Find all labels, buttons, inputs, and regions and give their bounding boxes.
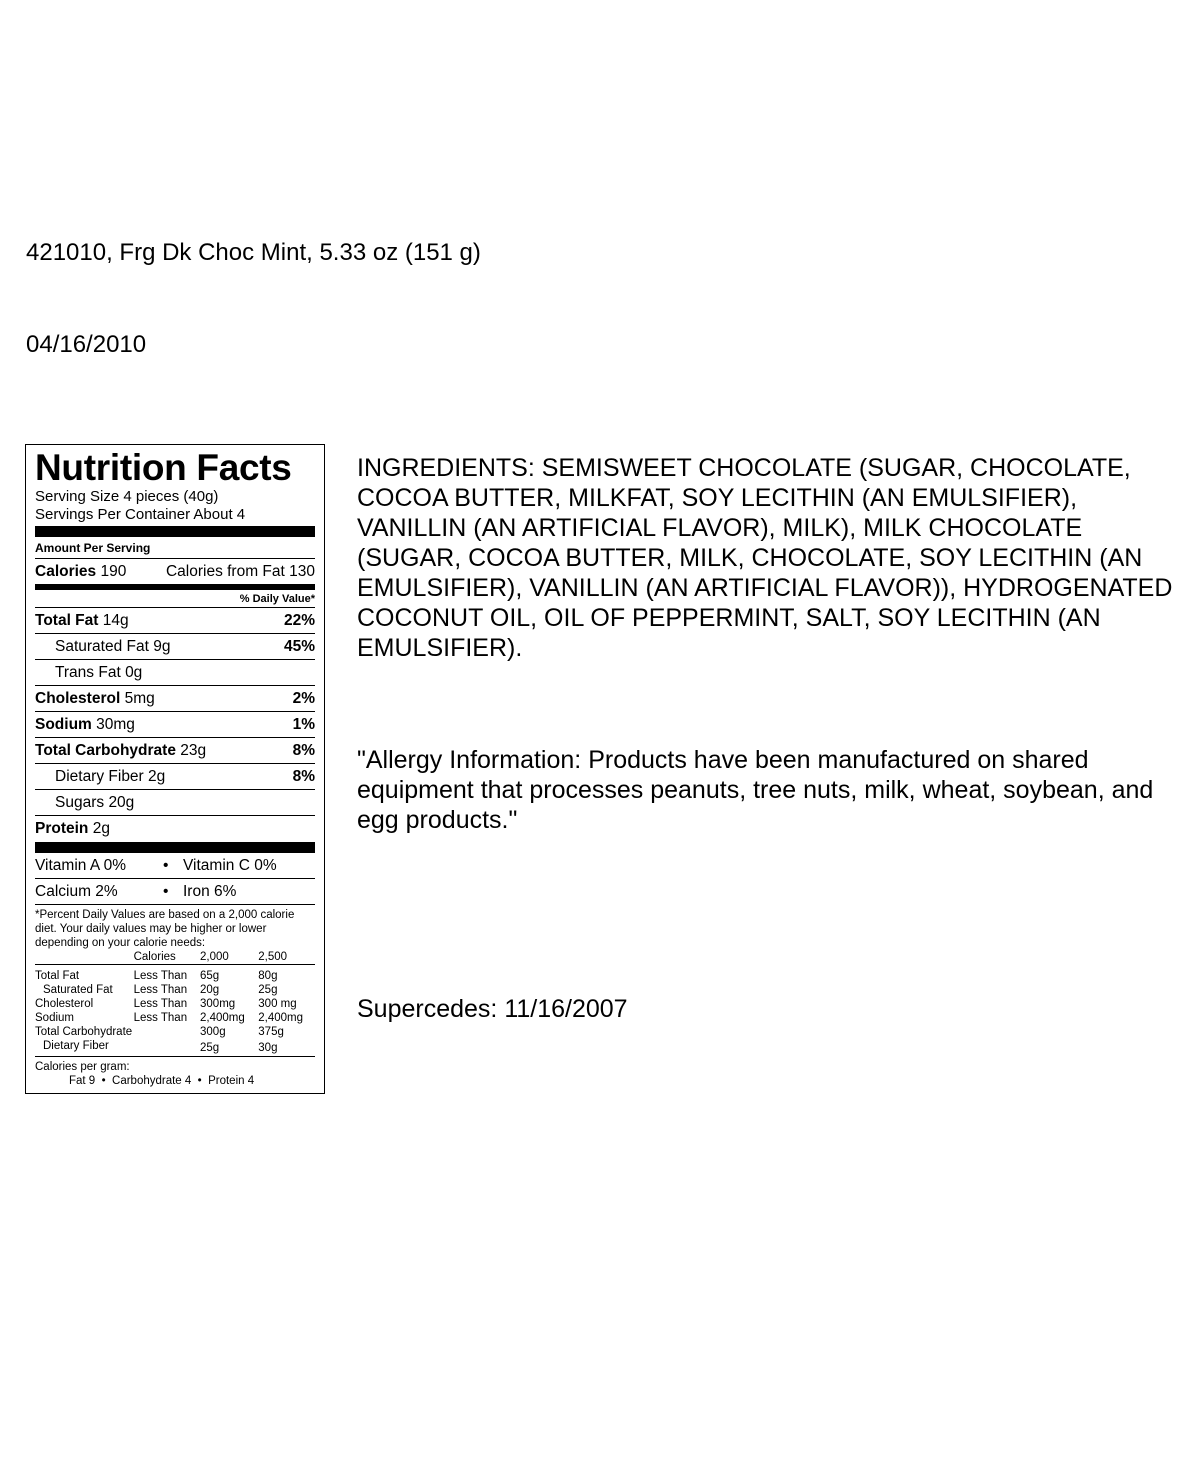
nutrient-row-total-fat [35,607,315,633]
calories-row [35,558,315,584]
table-cell: 300g [200,1026,226,1038]
footnote-text: *Percent Daily Values are based on a 2,000 calorie diet. Your daily values may be higher or lower depending on your calorie needs: [35,909,295,949]
nutrient-amount: 2g [148,768,166,785]
table-cell: Less Than [133,970,188,982]
table-cell: Less Than [133,998,188,1010]
nutrient-dv: 8% [292,742,315,759]
nutrient-label: Saturated Fat [55,638,149,655]
table-row [35,1039,315,1057]
nutrient-row-total-carbohydrate [35,737,315,763]
nutrient-amount: 14g [102,612,129,629]
nutrient-row-protein [35,815,315,841]
table-cell: 65g [200,970,220,982]
table-row [35,997,315,1011]
nutrient-amount: 20g [108,794,135,811]
nutrient-row-saturated-fat [35,633,315,659]
calories-value: 190 [100,563,127,580]
table-cell: 300 mg [258,998,297,1010]
table-cell: 25g [258,984,278,996]
vitamin-left: Calcium 2% [35,883,118,900]
nutrient-label: Sodium [35,716,92,733]
nutrient-amount: 0g [125,664,143,681]
table-row [35,983,315,997]
calories-label: Calories [35,563,97,580]
nutrition-facts-title: Nutrition Facts [35,447,292,488]
supercedes-date: Supercedes: 11/16/2007 [357,995,628,1023]
table-header-cell: Calories [133,951,176,963]
footnote-section [35,904,315,1088]
vitamin-right: Iron 6% [183,883,237,900]
vitamin-left: Vitamin A 0% [35,857,127,874]
table-cell: 2,400mg [258,1012,304,1024]
nutrient-dv: 1% [292,716,315,733]
table-row [35,969,315,983]
ingredients-text: INGREDIENTS: SEMISWEET CHOCOLATE (SUGAR, CHOCOLATE, COCOA BUTTER, MILKFAT, SOY LECITHIN (AN EMULSIFIER), VANILLIN (AN ARTIFICIAL FLAVOR), MILK), MILK CHOCOLATE (SUGAR, COCOA BUTTER, MILK, CHOCOLATE, SOY LECITHIN (AN EMULSIFIER), VANILLIN (AN ARTIFICIAL FLAVOR)), HYDROGENATED COCONUT OIL, OIL OF PEPPERMINT, SALT, SOY LECITHIN (AN EMULSIFIER). [357,454,1173,662]
nutrition-facts-panel [25,444,325,1094]
calories-per-gram: Fat 9 • Carbohydrate 4 • Protein 4 [69,1075,255,1087]
product-title: 421010, Frg Dk Choc Mint, 5.33 oz (151 g) [26,239,481,266]
nutrient-row-dietary-fiber [35,763,315,789]
table-cell: 80g [258,970,278,982]
calories-from-fat: Calories from Fat 130 [165,563,315,580]
table-cell: Less Than [133,984,188,996]
bullet: • [163,857,169,874]
table-cell: Sodium [35,1012,74,1024]
nutrient-label: Total Fat [35,612,99,629]
calories-per-gram-label: Calories per gram: [35,1061,130,1073]
document-date: 04/16/2010 [26,331,147,358]
table-cell: 2,400mg [200,1012,245,1024]
nutrient-dv: 22% [283,612,315,629]
table-cell: 300mg [200,998,236,1010]
table-header-cell: 2,500 [258,951,288,963]
nutrient-dv: 8% [292,768,315,785]
nutrient-label: Protein [35,820,89,837]
vitamin-right: Vitamin C 0% [183,857,277,874]
table-cell: 25g [200,1041,220,1054]
nutrient-row-sodium [35,711,315,737]
table-cell: 375g [258,1026,284,1038]
table-header-cell [35,950,134,965]
table-cell: Saturated Fat [43,984,113,996]
nutrient-label: Trans Fat [55,664,121,681]
nutrient-amount: 9g [153,638,171,655]
table-header-row [35,950,315,965]
table-cell: Less Than [133,1012,188,1024]
daily-value-header: % Daily Value* [239,593,315,605]
vitamin-row [35,878,315,904]
allergy-information: "Allergy Information: Products have been manufactured on shared equipment that processes peanuts, tree nuts, milk, wheat, soybean, and egg products." [357,746,1154,834]
table-header-cell: 2,000 [200,951,229,963]
nutrient-label: Sugars [55,794,105,811]
amount-per-serving: Amount Per Serving [35,541,151,555]
table-cell: 20g [200,984,220,996]
vitamin-row [35,853,315,878]
nutrient-label: Dietary Fiber [55,768,144,785]
table-cell [134,1025,200,1039]
daily-values-table [35,950,315,1057]
thick-divider [35,842,315,853]
table-cell: Cholesterol [35,998,94,1010]
nutrient-label: Total Carbohydrate [35,742,176,759]
table-cell [134,1039,200,1057]
nutrient-amount: 2g [92,820,110,837]
nutrient-amount: 23g [180,742,207,759]
nutrient-amount: 5mg [124,690,155,707]
nutrient-dv: 2% [292,690,315,707]
table-cell: Total Carbohydrate [35,1026,133,1038]
nutrient-row-trans-fat [35,659,315,685]
servings-per-container: Servings Per Container About 4 [35,506,246,523]
table-row [35,1011,315,1025]
nutrient-row-sugars [35,789,315,815]
table-cell: Total Fat [35,970,80,982]
nutrient-dv: 45% [283,638,315,655]
table-row [35,1025,315,1039]
table-cell: 30g [258,1041,278,1054]
nutrient-amount: 30mg [96,716,135,733]
nutrient-row-cholesterol [35,685,315,711]
table-cell: Dietary Fiber [43,1040,109,1052]
nutrient-label: Cholesterol [35,690,121,707]
bullet: • [163,883,169,900]
thick-divider [35,526,315,537]
serving-size: Serving Size 4 pieces (40g) [35,488,219,505]
